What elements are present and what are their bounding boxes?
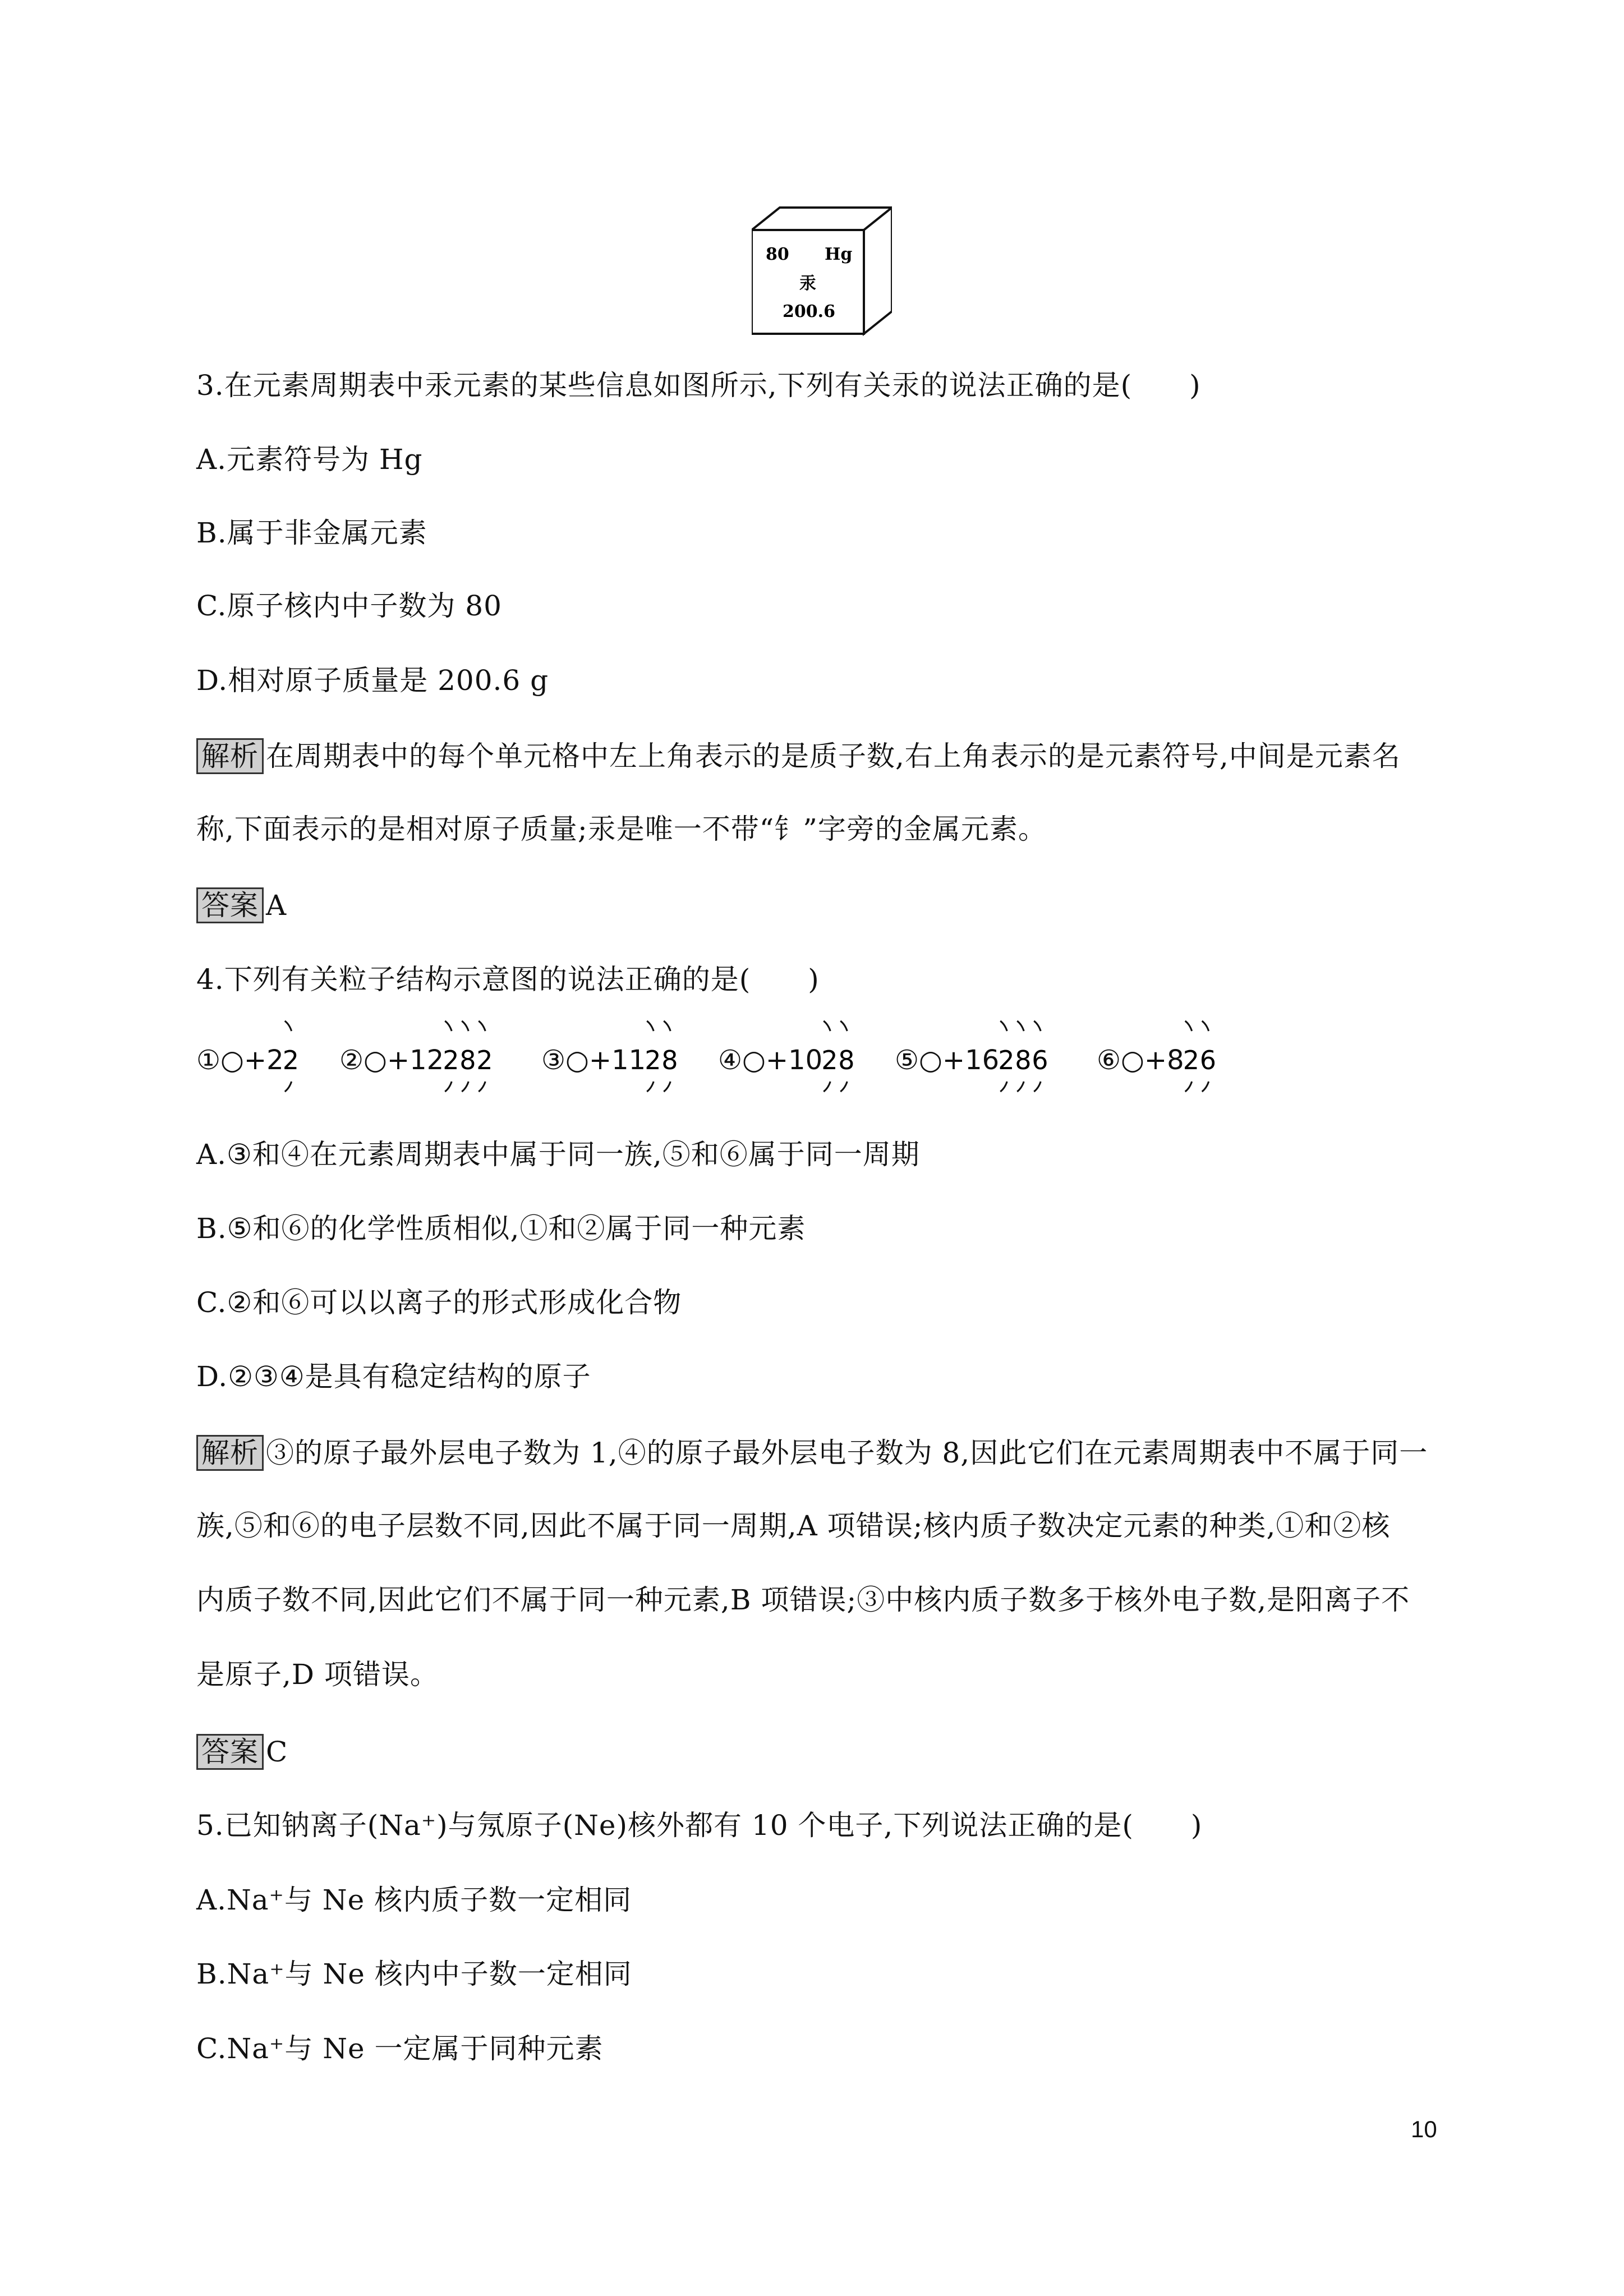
nucleus-charge: +11 [588, 1045, 646, 1076]
element-cube-icon [752, 202, 892, 337]
shell-arc-top [445, 1021, 452, 1031]
q5-option-b: B.Na⁺与 Ne 核内中子数一定相同 [196, 1958, 632, 1990]
q4-analysis-line-4: 是原子,D 项错误。 [196, 1658, 439, 1691]
nucleus-charge: +10 [765, 1045, 823, 1076]
q4-answer-line [196, 1734, 288, 1770]
shell-arc-bottom [1034, 1082, 1041, 1092]
q4-option-a: A.③和④在元素周期表中属于同一族,⑤和⑥属于同一周期 [196, 1138, 920, 1171]
electron-shells-icon [196, 1015, 342, 1111]
shell-arc-bottom [445, 1082, 452, 1092]
element-symbol: Hg [825, 245, 853, 264]
shell-arc-bottom [285, 1082, 292, 1092]
q4-answer: C [266, 1736, 288, 1768]
shell-electron-count: 2 [645, 1045, 661, 1075]
shell-arc-bottom [1202, 1082, 1209, 1092]
nucleus-charge: +12 [387, 1045, 444, 1076]
q4-analysis-line-1 [196, 1435, 1428, 1471]
q3-answer-tag: 答案 [196, 887, 264, 923]
q4-analysis-line-3: 内质子数不同,因此它们不属于同一种元素,B 项错误;③中核内质子数多于核外电子数,是阳离子不 [196, 1584, 1410, 1616]
electron-shells-icon [895, 1015, 1048, 1111]
q3-analysis-tag: 解析 [196, 738, 264, 774]
element-mass: 200.6 [783, 302, 835, 321]
shell-arc-bottom [840, 1082, 847, 1092]
shell-electron-count: 8 [838, 1045, 855, 1075]
q3-option-d: D.相对原子质量是 200.6 g [196, 664, 549, 697]
q3-analysis-text-1: 在周期表中的每个单元格中左上角表示的是质子数,右上角表示的是元素符号,中间是元素名 [266, 740, 1401, 772]
nucleus-circle-icon: ○ [364, 1045, 387, 1076]
q4-stem: 4.下列有关粒子结构示意图的说法正确的是( ) [196, 963, 820, 996]
q3-option-a: A.元素符号为 Hg [196, 443, 423, 476]
nucleus-charge: +16 [942, 1045, 1000, 1076]
q5-stem: 5.已知钠离子(Na⁺)与氖原子(Ne)核外都有 10 个电子,下列说法正确的是( ) [196, 1809, 1203, 1842]
q4-analysis-tag: 解析 [196, 1435, 264, 1471]
shell-arc-top [462, 1021, 468, 1031]
electron-shells-icon [339, 1015, 493, 1111]
shell-arc-top [1034, 1021, 1041, 1031]
element-name: 汞 [799, 274, 816, 293]
shell-arc-top [647, 1021, 654, 1031]
shell-electron-count: 2 [476, 1045, 493, 1075]
q4-analysis-line-2: 族,⑤和⑥的电子层数不同,因此不属于同一周期,A 项错误;核内质子数决定元素的种类,①和②核 [196, 1510, 1391, 1542]
q3-analysis-line-2: 称,下面表示的是相对原子质量;汞是唯一不带“钅”字旁的金属元素。 [196, 813, 1047, 845]
element-number: 80 [766, 245, 789, 264]
shell-electron-count: 8 [459, 1045, 476, 1075]
shell-arc-top [1202, 1021, 1209, 1031]
nucleus-circle-icon: ○ [1121, 1045, 1144, 1076]
q4-option-b: B.⑤和⑥的化学性质相似,①和②属于同一种元素 [196, 1212, 806, 1245]
q3-stem: 3.在元素周期表中汞元素的某些信息如图所示,下列有关汞的说法正确的是( ) [196, 369, 1201, 402]
q3-answer: A [266, 889, 287, 922]
shell-arc-bottom [479, 1082, 485, 1092]
q5-option-a: A.Na⁺与 Ne 核内质子数一定相同 [196, 1884, 632, 1916]
q4-analysis-text-1: ③的原子最外层电子数为 1,④的原子最外层电子数为 8,因此它们在元素周期表中不属于同一 [266, 1437, 1428, 1469]
shell-electron-count: 2 [282, 1045, 299, 1075]
q4-option-d: D.②③④是具有稳定结构的原子 [196, 1360, 591, 1393]
q4-answer-tag: 答案 [196, 1734, 264, 1770]
q5-option-c: C.Na⁺与 Ne 一定属于同种元素 [196, 2032, 604, 2065]
shell-arc-top [1185, 1021, 1192, 1031]
element-cell-figure [752, 202, 892, 337]
shell-arc-top [1000, 1021, 1007, 1031]
q3-analysis-line-1 [196, 738, 1401, 774]
atom-index: ⑥ [1097, 1045, 1121, 1076]
shell-arc-bottom [823, 1082, 830, 1092]
atom-index: ② [339, 1045, 364, 1076]
shell-arc-bottom [1000, 1082, 1007, 1092]
shell-arc-top [479, 1021, 485, 1031]
shell-electron-count: 2 [998, 1045, 1015, 1075]
shell-electron-count: 8 [1015, 1045, 1032, 1075]
q3-answer-line [196, 887, 287, 923]
shell-electron-count: 2 [821, 1045, 838, 1075]
shell-electron-count: 6 [1199, 1045, 1216, 1075]
electron-shells-icon [1097, 1015, 1243, 1111]
shell-arc-bottom [462, 1082, 468, 1092]
shell-electron-count: 6 [1032, 1045, 1048, 1075]
shell-electron-count: 8 [661, 1045, 678, 1075]
nucleus-circle-icon: ○ [565, 1045, 589, 1076]
shell-arc-top [840, 1021, 847, 1031]
shell-arc-bottom [647, 1082, 654, 1092]
shell-arc-bottom [1017, 1082, 1024, 1092]
shell-electron-count: 2 [1183, 1045, 1199, 1075]
shell-arc-top [823, 1021, 830, 1031]
nucleus-charge: +2 [243, 1045, 284, 1076]
q3-option-c: C.原子核内中子数为 80 [196, 590, 502, 622]
atom-index: ④ [718, 1045, 743, 1076]
nucleus-charge: +8 [1144, 1045, 1184, 1076]
q3-option-b: B.属于非金属元素 [196, 517, 427, 549]
shell-electron-count: 2 [443, 1045, 459, 1075]
shell-arc-bottom [1185, 1082, 1192, 1092]
atom-index: ⑤ [895, 1045, 919, 1076]
shell-arc-top [1017, 1021, 1024, 1031]
shell-arc-top [285, 1021, 292, 1031]
atom-index: ③ [541, 1045, 566, 1076]
shell-arc-top [664, 1021, 670, 1031]
page-number: 10 [1411, 2116, 1437, 2142]
atom-structure-diagrams [196, 1015, 1430, 1111]
nucleus-circle-icon: ○ [919, 1045, 942, 1076]
shell-arc-bottom [664, 1082, 670, 1092]
electron-shells-icon [541, 1015, 687, 1111]
nucleus-circle-icon: ○ [742, 1045, 766, 1076]
nucleus-circle-icon: ○ [220, 1045, 244, 1076]
atom-index: ① [196, 1045, 221, 1076]
electron-shells-icon [718, 1015, 864, 1111]
q4-option-c: C.②和⑥可以以离子的形式形成化合物 [196, 1286, 682, 1319]
